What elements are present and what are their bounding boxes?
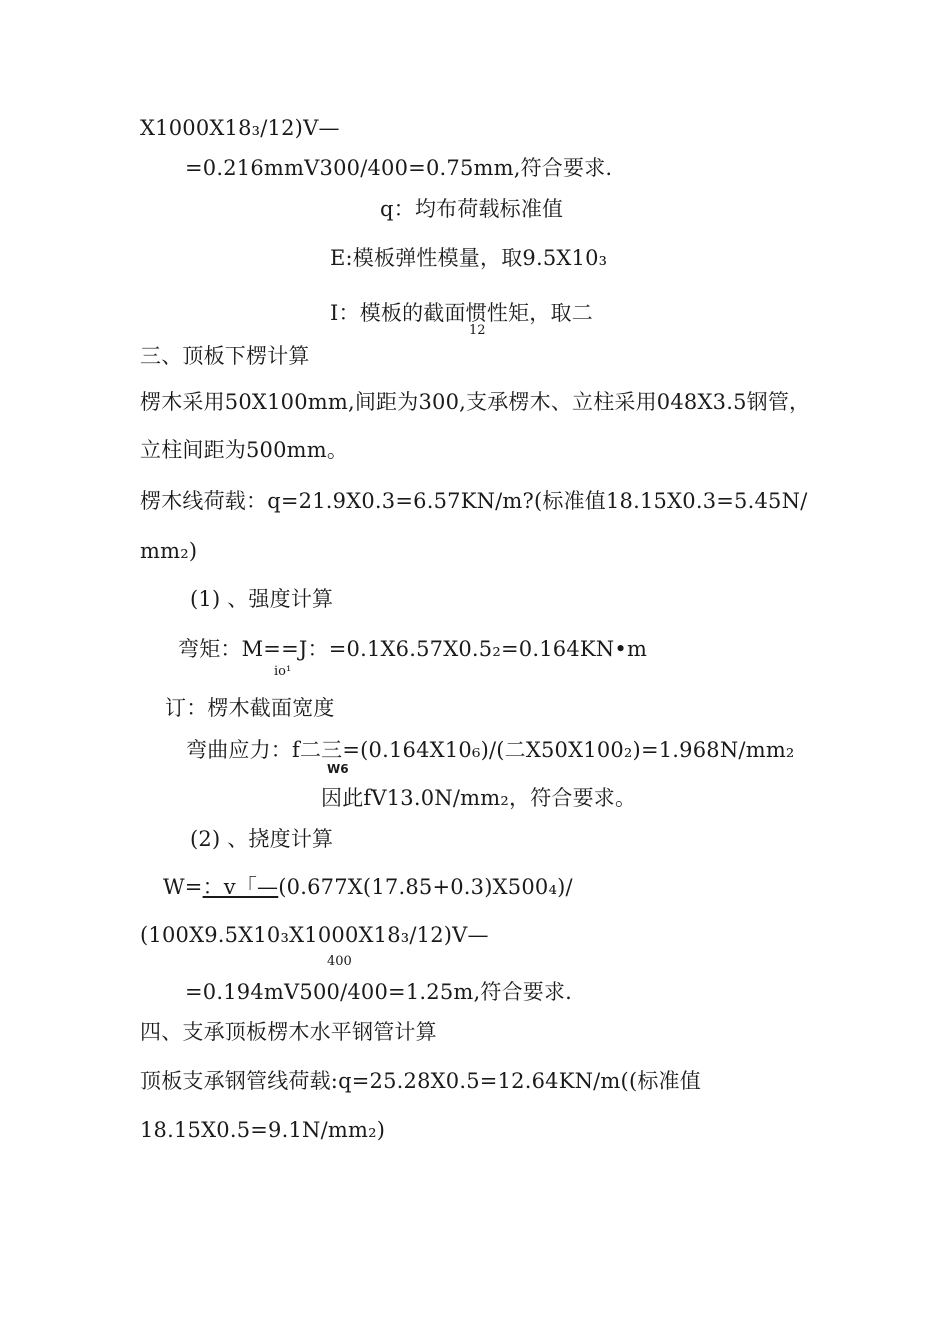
paragraph-line: 18.15X0.5=9.1N/mm₂): [140, 1118, 386, 1142]
variable-definition-e: E:模板弹性模量，取9.5X10₃: [330, 246, 608, 270]
subsection-heading: (2) 、挠度计算: [190, 827, 334, 851]
fraction-denominator: 12: [469, 323, 486, 338]
formula-line-continuation: X1000X18₃/12)V—: [140, 116, 340, 140]
formula-stress: 弯曲应力：f二三=(0.164X10₆)/(二X50X100₂)=1.968N/mm₂: [186, 738, 795, 762]
variable-definition-i: I：模板的截面惯性矩，取二: [330, 301, 593, 325]
formula-moment: 弯矩：M==J：=0.1X6.57X0.5₂=0.164KN•m: [178, 637, 648, 661]
section-heading-4: 四、支承顶板楞木水平钢管计算: [140, 1020, 437, 1044]
section-heading-3: 三、顶板下楞计算: [140, 344, 310, 368]
formula-deflection-result: =0.194mV500/400=1.25m,符合要求.: [185, 980, 573, 1004]
paragraph-line: 顶板支承钢管线荷载:q=25.28X0.5=12.64KN/m((标准值: [140, 1069, 701, 1093]
fraction-denominator: 400: [327, 954, 352, 969]
fraction-denominator: io¹: [274, 664, 292, 679]
formula-conclusion: 因此fV13.0N/mm₂，符合要求。: [321, 786, 637, 810]
formula-deflection: [163, 874, 573, 900]
paragraph-line: 楞木采用50X100mm,间距为300,支承楞木、立柱采用048X3.5钢管，: [140, 390, 811, 414]
fraction-denominator: W6: [327, 762, 349, 776]
variable-definition: 订：楞木截面宽度: [165, 696, 335, 720]
paragraph-line: 立柱间距为500mm。: [140, 438, 349, 462]
formula-line-continuation: (100X9.5X10₃X1000X18₃/12)V—: [140, 923, 489, 947]
variable-definition-q: q：均布荷载标准值: [380, 197, 564, 221]
paragraph-line: mm₂): [140, 539, 198, 563]
formula-part-underlined: ：v「—: [202, 875, 279, 899]
formula-deflection-result: =0.216mmV300/400=0.75mm,符合要求.: [185, 156, 613, 180]
paragraph-line: 楞木线荷载：q=21.9X0.3=6.57KN/m?(标准值18.15X0.3=5.45N/: [140, 489, 808, 513]
formula-part: (0.677X(17.85+0.3)X500₄)/: [278, 875, 573, 899]
formula-part: W=: [163, 875, 203, 899]
subsection-heading: (1) 、强度计算: [190, 587, 334, 611]
